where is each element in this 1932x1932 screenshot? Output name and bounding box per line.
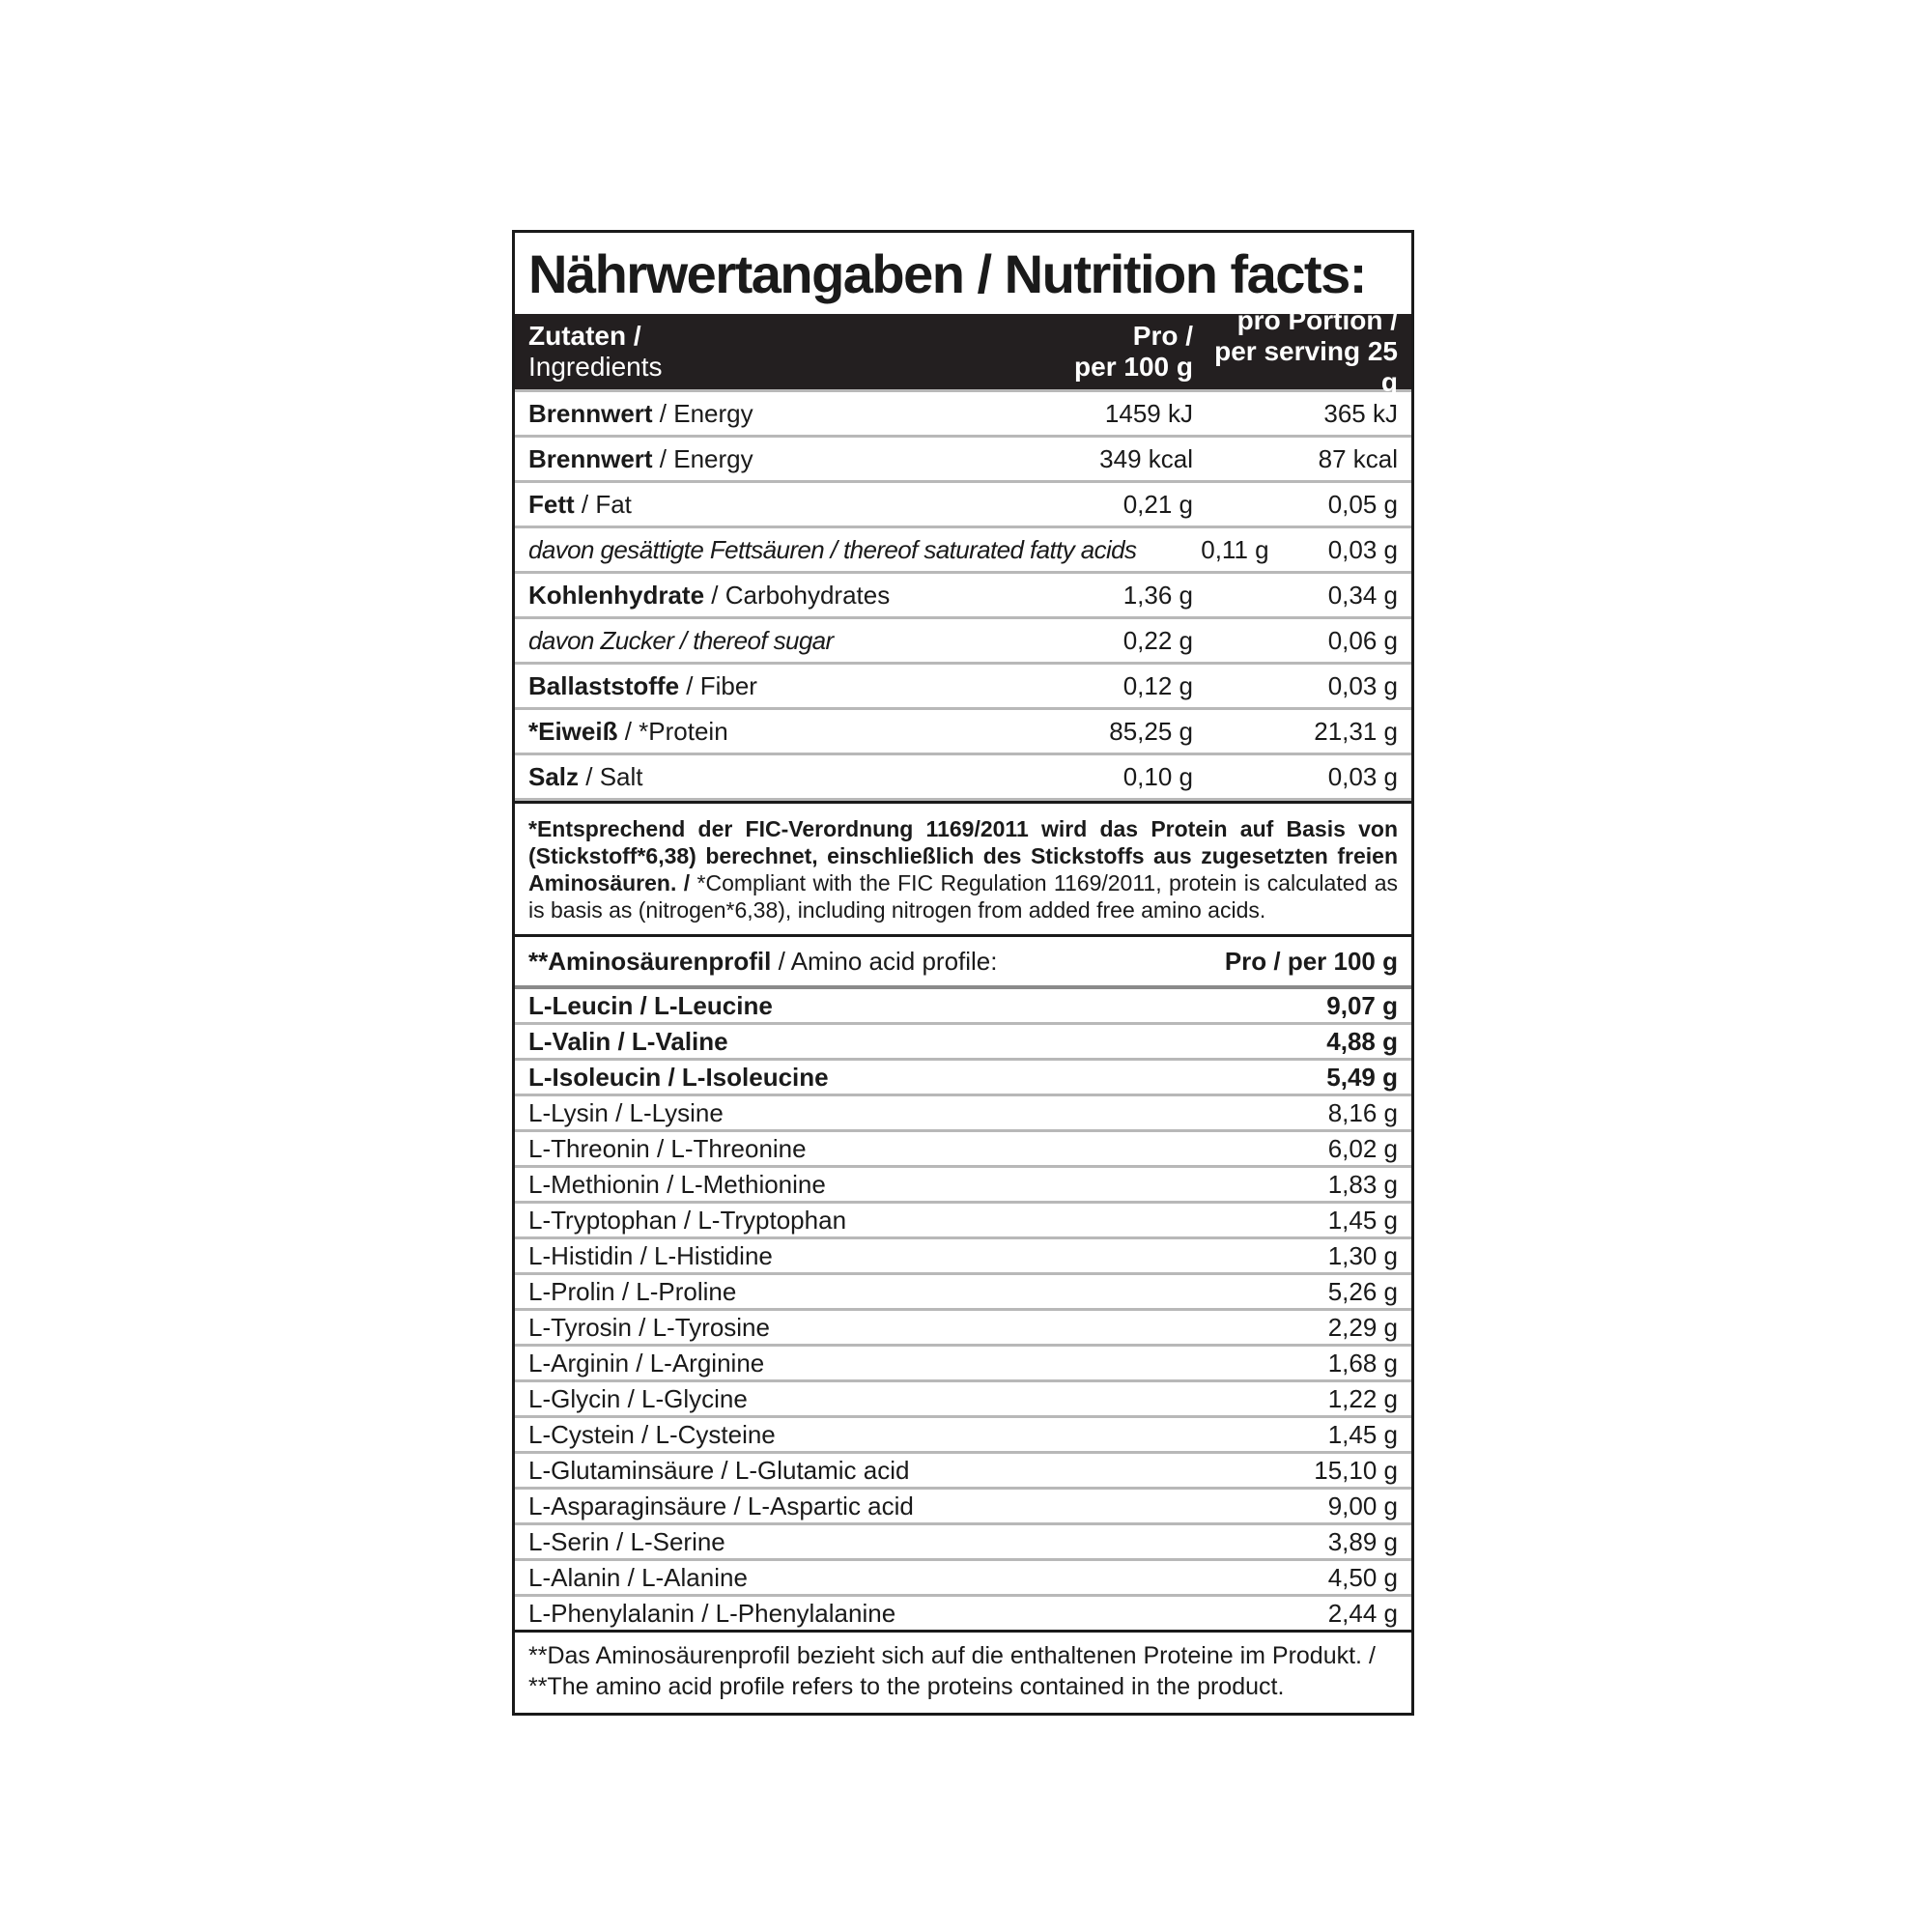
amino-value: 9,07 g (1326, 990, 1398, 1020)
amino-row (515, 1561, 1411, 1597)
nutrient-per-serving: 0,06 g (1327, 625, 1398, 655)
amino-value: 2,44 g (1327, 1598, 1398, 1628)
header-per-serving-line2: per serving 25 g (1214, 336, 1398, 397)
amino-value: 1,22 g (1327, 1383, 1398, 1413)
nutrient-per-serving: 0,34 g (1327, 580, 1398, 610)
nutrient-name (528, 762, 982, 792)
header-per-100g-line2: per 100 g (1074, 352, 1193, 382)
amino-row (515, 1347, 1411, 1382)
nutrient-per-100g: 0,10 g (1122, 761, 1193, 791)
amino-row (515, 1132, 1411, 1168)
nutrient-per-100g: 0,12 g (1122, 670, 1193, 700)
nutrient-per-100g: 349 kcal (1099, 443, 1193, 473)
nutrient-name-en: / Fat (574, 489, 632, 519)
amino-row (515, 1597, 1411, 1633)
nutrient-row (515, 619, 1411, 665)
amino-value: 8,16 g (1327, 1097, 1398, 1127)
amino-value: 5,49 g (1326, 1062, 1398, 1092)
amino-footnote-de: **Das Aminosäurenprofil bezieht sich auf die enthaltenen Proteine im Produkt. / (528, 1642, 1376, 1669)
nutrient-name (528, 671, 982, 701)
amino-value: 1,45 g (1327, 1205, 1398, 1235)
amino-value: 1,30 g (1327, 1240, 1398, 1270)
amino-row (515, 1418, 1411, 1454)
nutrient-name-en: / *Protein (617, 716, 728, 746)
amino-value: 1,83 g (1327, 1169, 1398, 1199)
header-per-100g (982, 321, 1193, 383)
protein-footnote-de: *Entsprechend der FIC-Verordnung 1169/2011 wird das Protein auf Basis von (Stickstoff*6,38) berechnet, einschließlich des Stickstoffs aus zugesetzten freien Aminosäuren. / (528, 816, 1398, 895)
amino-value: 15,10 g (1314, 1455, 1398, 1485)
amino-header-en: / Amino acid profile: (771, 946, 998, 976)
nutrient-row (515, 574, 1411, 619)
amino-value: 5,26 g (1327, 1276, 1398, 1306)
nutrient-row (515, 710, 1411, 755)
amino-value: 4,50 g (1327, 1562, 1398, 1592)
nutrient-name-de: Ballaststoffe (528, 670, 680, 700)
label-title: Nährwertangaben / Nutrition facts: (528, 242, 1366, 304)
nutrient-name-en: davon gesättigte Fettsäuren / thereof saturated fatty acids (528, 534, 1137, 564)
nutrient-per-serving: 0,03 g (1327, 761, 1398, 791)
nutrient-name (528, 490, 982, 520)
amino-row (515, 1025, 1411, 1061)
nutrient-per-100g: 0,11 g (1201, 534, 1269, 564)
header-ingredients-de: Zutaten / (528, 321, 641, 351)
amino-name: L-Asparaginsäure / L-Aspartic acid (528, 1491, 914, 1520)
header-per-100g-line1: Pro / (1132, 321, 1193, 351)
nutrient-name-en: / Fiber (679, 670, 757, 700)
amino-row (515, 1275, 1411, 1311)
nutrient-per-serving: 0,03 g (1327, 534, 1398, 564)
amino-row (515, 1454, 1411, 1490)
amino-table (515, 989, 1411, 1633)
nutrient-name-de: Fett (528, 489, 575, 519)
amino-row (515, 1204, 1411, 1239)
table-header (515, 305, 1411, 397)
amino-row (515, 1096, 1411, 1132)
amino-row (515, 1311, 1411, 1347)
amino-name: L-Leucin / L-Leucine (528, 990, 773, 1020)
nutrient-name-en: / Energy (652, 398, 753, 428)
header-ingredients-en: Ingredients (528, 352, 663, 382)
amino-value: 2,29 g (1327, 1312, 1398, 1342)
amino-header-de: **Aminosäurenprofil (528, 946, 772, 976)
amino-name: L-Lysin / L-Lysine (528, 1097, 724, 1127)
nutrient-per-100g: 1,36 g (1122, 580, 1193, 610)
amino-footnote (515, 1633, 1411, 1710)
amino-header-per-100g: Pro / per 100 g (1224, 946, 1398, 976)
nutrient-name (528, 535, 1136, 565)
amino-value: 9,00 g (1327, 1491, 1398, 1520)
nutrient-per-serving: 365 kJ (1323, 398, 1398, 428)
header-ingredients (528, 321, 982, 383)
nutrient-row (515, 438, 1411, 483)
amino-row (515, 989, 1411, 1025)
nutrient-name (528, 581, 982, 611)
nutrient-name (528, 717, 982, 747)
nutrient-name-de: Brennwert (528, 398, 653, 428)
amino-value: 4,88 g (1326, 1026, 1398, 1056)
amino-row (515, 1239, 1411, 1275)
nutrient-per-100g: 85,25 g (1109, 716, 1193, 746)
amino-value: 1,45 g (1327, 1419, 1398, 1449)
nutrient-per-serving: 21,31 g (1314, 716, 1398, 746)
amino-footnote-en: **The amino acid profile refers to the proteins contained in the product. (528, 1673, 1285, 1700)
amino-name: L-Alanin / L-Alanine (528, 1562, 748, 1592)
nutrient-per-serving: 0,03 g (1327, 670, 1398, 700)
protein-footnote (515, 801, 1411, 937)
header-per-serving (1193, 305, 1398, 398)
header-per-serving-line1: pro Portion / (1236, 305, 1398, 335)
nutrient-row (515, 755, 1411, 801)
amino-name: L-Glycin / L-Glycine (528, 1383, 748, 1413)
nutrient-name-en: davon Zucker / thereof sugar (528, 625, 834, 655)
nutrient-name (528, 626, 982, 656)
amino-row (515, 1382, 1411, 1418)
nutrient-name-de: Kohlenhydrate (528, 580, 705, 610)
nutrient-name-en: / Energy (652, 443, 753, 473)
nutrient-name (528, 399, 982, 429)
nutrient-name-de: *Eiweiß (528, 716, 618, 746)
amino-name: L-Methionin / L-Methionine (528, 1169, 826, 1199)
nutrient-per-100g: 0,21 g (1122, 489, 1193, 519)
nutrient-per-100g: 1459 kJ (1104, 398, 1193, 428)
amino-header-label (528, 947, 1225, 977)
amino-name: L-Arginin / L-Arginine (528, 1348, 765, 1378)
nutrient-table (515, 389, 1411, 801)
nutrient-name-de: Salz (528, 761, 580, 791)
protein-footnote-en: *Compliant with the FIC Regulation 1169/2011, protein is calculated as is basis as (nitrogen*6,38), including nitrogen from added free amino acids. (528, 870, 1398, 923)
amino-row (515, 1168, 1411, 1204)
amino-row (515, 1525, 1411, 1561)
nutrient-per-serving: 87 kcal (1318, 443, 1398, 473)
amino-name: L-Cystein / L-Cysteine (528, 1419, 776, 1449)
amino-row (515, 1061, 1411, 1096)
amino-name: L-Tyrosin / L-Tyrosine (528, 1312, 770, 1342)
amino-name: L-Tryptophan / L-Tryptophan (528, 1205, 847, 1235)
amino-value: 1,68 g (1327, 1348, 1398, 1378)
amino-value: 6,02 g (1327, 1133, 1398, 1163)
nutrient-name-en: / Salt (579, 761, 643, 791)
amino-name: L-Phenylalanin / L-Phenylalanine (528, 1598, 896, 1628)
amino-name: L-Threonin / L-Threonine (528, 1133, 807, 1163)
amino-row (515, 1490, 1411, 1525)
amino-table-header (515, 937, 1411, 989)
amino-value: 3,89 g (1327, 1526, 1398, 1556)
nutrient-per-100g: 0,22 g (1122, 625, 1193, 655)
nutrient-name-en: / Carbohydrates (704, 580, 891, 610)
amino-name: L-Isoleucin / L-Isoleucine (528, 1062, 829, 1092)
nutrient-name-de: Brennwert (528, 443, 653, 473)
amino-name: L-Valin / L-Valine (528, 1026, 728, 1056)
amino-name: L-Histidin / L-Histidine (528, 1240, 773, 1270)
nutrient-row (515, 665, 1411, 710)
nutrition-label (512, 230, 1414, 1716)
nutrient-row (515, 528, 1411, 574)
amino-name: L-Glutaminsäure / L-Glutamic acid (528, 1455, 910, 1485)
amino-name: L-Prolin / L-Proline (528, 1276, 737, 1306)
amino-name: L-Serin / L-Serine (528, 1526, 725, 1556)
nutrient-per-serving: 0,05 g (1327, 489, 1398, 519)
nutrient-row (515, 483, 1411, 528)
nutrient-name (528, 444, 982, 474)
